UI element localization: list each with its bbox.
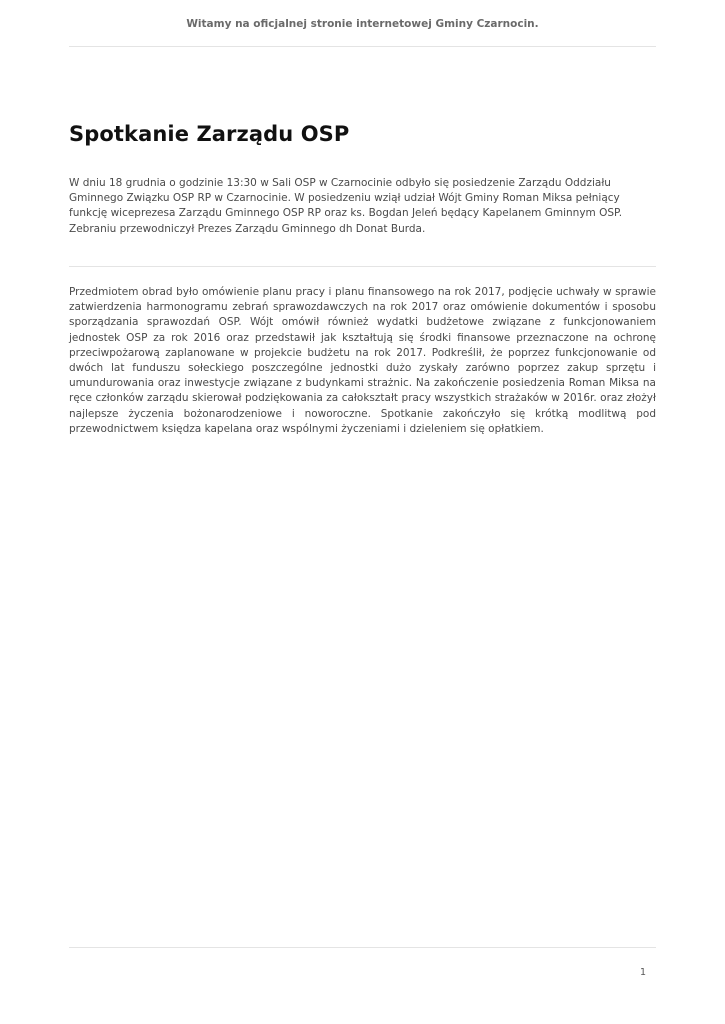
article-body: Przedmiotem obrad było omówienie planu pracy i planu finansowego na rok 2017, podjęcie uchwały w sprawie zatwierdzenia harmonogramu zebrań sprawozdawczych na rok 2017 oraz omówienie dokumentów i sposobu sporządzania sprawozdań OSP. Wójt omówił również wydatki budżetowe związane z funkcjonowaniem jednostek OSP za rok 2016 oraz przedstawił jak kształtują się środki finansowe przeznaczone na ochronę przeciwpożarową zaplanowane w projekcie budżetu na rok 2017. Podkreślił, że poprzez funkcjonowanie od dwóch lat funduszu sołeckiego poszczególne jednostki dużo zyskały zarówno poprzez zakup sprzętu i umundurowania oraz inwestycje związane z budynkami strażnic. Na zakończenie posiedzenia Roman Miksa na ręce członków zarządu skierował podziękowania za całokształt pracy wszystkich strażaków w 2016r. oraz złożył najlepsze życzenia bożonarodzeniowe i noworoczne. Spotkanie zakończyło się krótką modlitwą pod przewodnictwem księdza kapelana oraz wspólnymi życzeniami i dzieleniem się opłatkiem. [69, 286, 656, 435]
content-divider [69, 266, 656, 267]
article-title: Spotkanie Zarządu OSP [69, 122, 350, 146]
header-divider [69, 46, 656, 47]
site-header-text: Witamy na oficjalnej stronie internetowej Gminy Czarnocin. [186, 18, 539, 30]
page-number: 1 [639, 967, 646, 978]
footer-divider [69, 947, 656, 948]
article-lead: W dniu 18 grudnia o godzinie 13:30 w Sali OSP w Czarnocinie odbyło się posiedzenie Zarządu Oddziału Gminnego Związku OSP RP w Czarnocinie. W posiedzeniu wziął udział Wójt Gminy Roman Miksa pełniący funkcję wiceprezesa Zarządu Gminnego OSP RP oraz ks. Bogdan Jeleń będący Kapelanem Gminnym OSP. Zebraniu przewodniczył Prezes Zarządu Gminnego dh Donat Burda. [69, 177, 623, 235]
